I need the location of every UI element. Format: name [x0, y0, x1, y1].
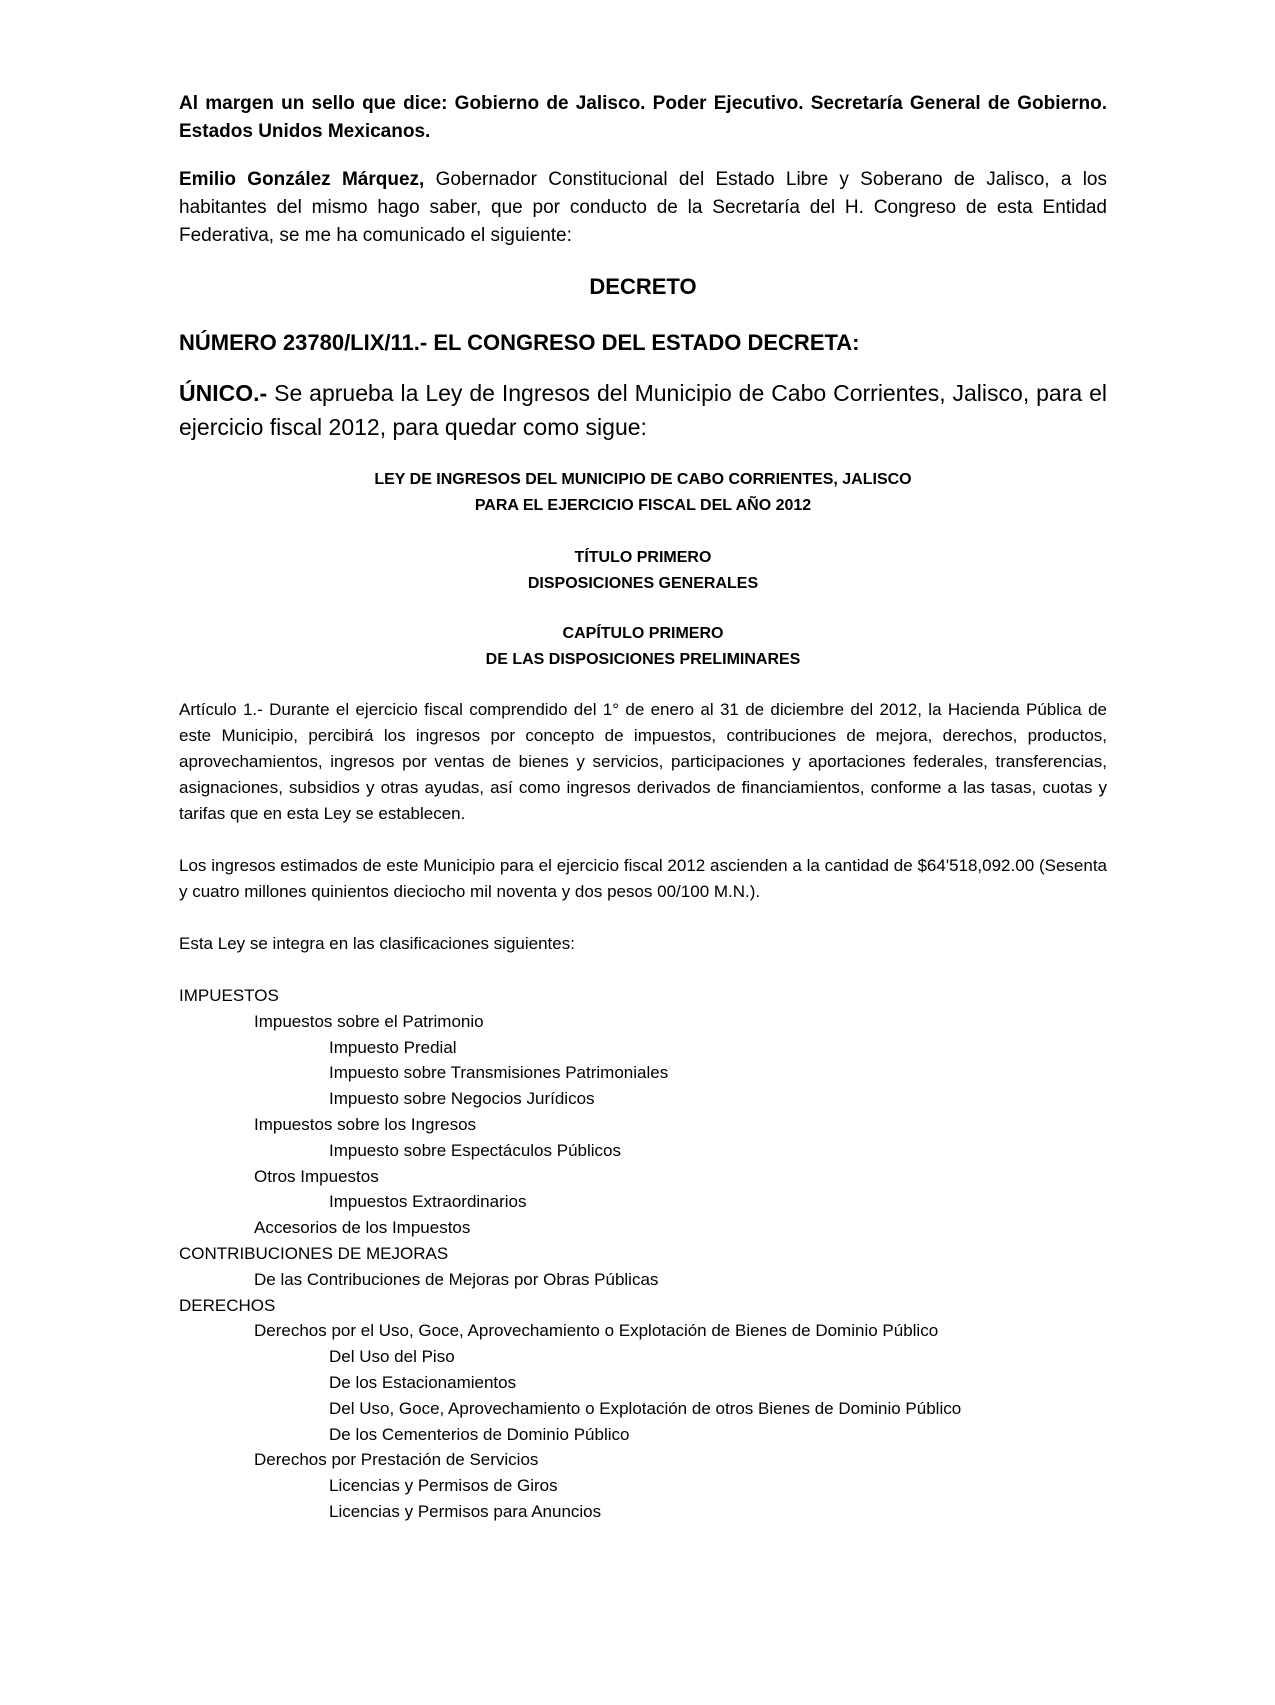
classification-item: De los Cementerios de Dominio Público: [329, 1424, 630, 1444]
classification-item: Licencias y Permisos de Giros: [329, 1476, 558, 1496]
document-page: [179, 90, 1107, 1525]
classification-item: Impuesto sobre Negocios Jurídicos: [329, 1089, 595, 1109]
classification-item: Otros Impuestos: [254, 1166, 379, 1186]
classification-item: Licencias y Permisos para Anuncios: [329, 1501, 602, 1521]
titulo-heading: TÍTULO PRIMERO: [574, 549, 712, 566]
unico-label: ÚNICO.-: [179, 380, 268, 406]
intro-paragraph: [179, 166, 1107, 250]
classification-item: Del Uso del Piso: [329, 1347, 455, 1367]
law-title-line-2: PARA EL EJERCICIO FISCAL DEL AÑO 2012: [474, 497, 812, 514]
classification-item: Impuestos sobre los Ingresos: [254, 1114, 477, 1134]
classification-item: De los Estacionamientos: [329, 1372, 517, 1392]
articulo-1: Artículo 1.- Durante el ejercicio fiscal comprendido del 1° de enero al 31 de diciembre del 2012, la Hacienda Pública de este Municipio, percibirá los ingresos por concepto de impuestos, contribuciones de mejora, derechos, productos, aprovechamientos, ingresos por ventas de bienes y servicios, participaciones y aportaciones federales, transferencias, asignaciones, subsidios y otras ayudas, así como ingresos derivados de financiamientos, conforme a las tasas, cuotas y tarifas que en esta Ley se establecen.: [179, 700, 1107, 823]
classification-item: Impuesto sobre Espectáculos Públicos: [329, 1140, 621, 1160]
capitulo-heading: CAPÍTULO PRIMERO: [562, 625, 724, 642]
classification-item: De las Contribuciones de Mejoras por Obras Públicas: [254, 1269, 659, 1289]
titulo-subheading: DISPOSICIONES GENERALES: [527, 575, 759, 592]
integra-text: Esta Ley se integra en las clasificaciones siguientes:: [179, 934, 575, 953]
classification-list: [179, 983, 1107, 1525]
classification-item: Impuesto Predial: [329, 1037, 457, 1057]
decree-number: NÚMERO 23780/LIX/11.- EL CONGRESO DEL ESTADO DECRETA:: [179, 330, 860, 355]
decree-title: DECRETO: [589, 274, 697, 299]
unico-paragraph: [179, 376, 1107, 444]
ingresos-estimados: Los ingresos estimados de este Municipio para el ejercicio fiscal 2012 ascienden a la cantidad de $64'518,092.00 (Sesenta y cuatro millones quinientos dieciocho mil noventa y dos pesos 00/100 M.N.).: [179, 856, 1107, 901]
law-title-line-1: LEY DE INGRESOS DEL MUNICIPIO DE CABO CORRIENTES, JALISCO: [374, 471, 912, 488]
classification-item: DERECHOS: [179, 1295, 276, 1315]
classification-item: Impuestos Extraordinarios: [329, 1192, 527, 1212]
classification-item: Impuestos sobre el Patrimonio: [254, 1011, 484, 1031]
classification-item: CONTRIBUCIONES DE MEJORAS: [179, 1243, 449, 1263]
governor-name: Emilio González Márquez,: [179, 169, 425, 190]
margin-seal-text: Al margen un sello que dice: Gobierno de Jalisco. Poder Ejecutivo. Secretaría General de Gobierno. Estados Unidos Mexicanos.: [179, 93, 1107, 142]
classification-item: Accesorios de los Impuestos: [254, 1218, 471, 1238]
classification-item: Derechos por el Uso, Goce, Aprovechamiento o Explotación de Bienes de Dominio Público: [254, 1321, 939, 1341]
classification-item: Impuesto sobre Transmisiones Patrimoniales: [329, 1063, 669, 1083]
unico-text: Se aprueba la Ley de Ingresos del Municipio de Cabo Corrientes, Jalisco, para el ejercicio fiscal 2012, para quedar como sigue:: [179, 380, 1107, 440]
classification-item: Del Uso, Goce, Aprovechamiento o Explotación de otros Bienes de Dominio Público: [329, 1398, 962, 1418]
capitulo-subheading: DE LAS DISPOSICIONES PRELIMINARES: [485, 651, 801, 668]
intro-text: Gobernador Constitucional del Estado Libre y Soberano de Jalisco, a los habitantes del mismo hago saber, que por conducto de la Secretaría del H. Congreso de esta Entidad Federativa, se me ha comunicado el siguiente:: [179, 169, 1107, 246]
classification-item: Derechos por Prestación de Servicios: [254, 1450, 539, 1470]
classification-item: IMPUESTOS: [179, 986, 279, 1005]
